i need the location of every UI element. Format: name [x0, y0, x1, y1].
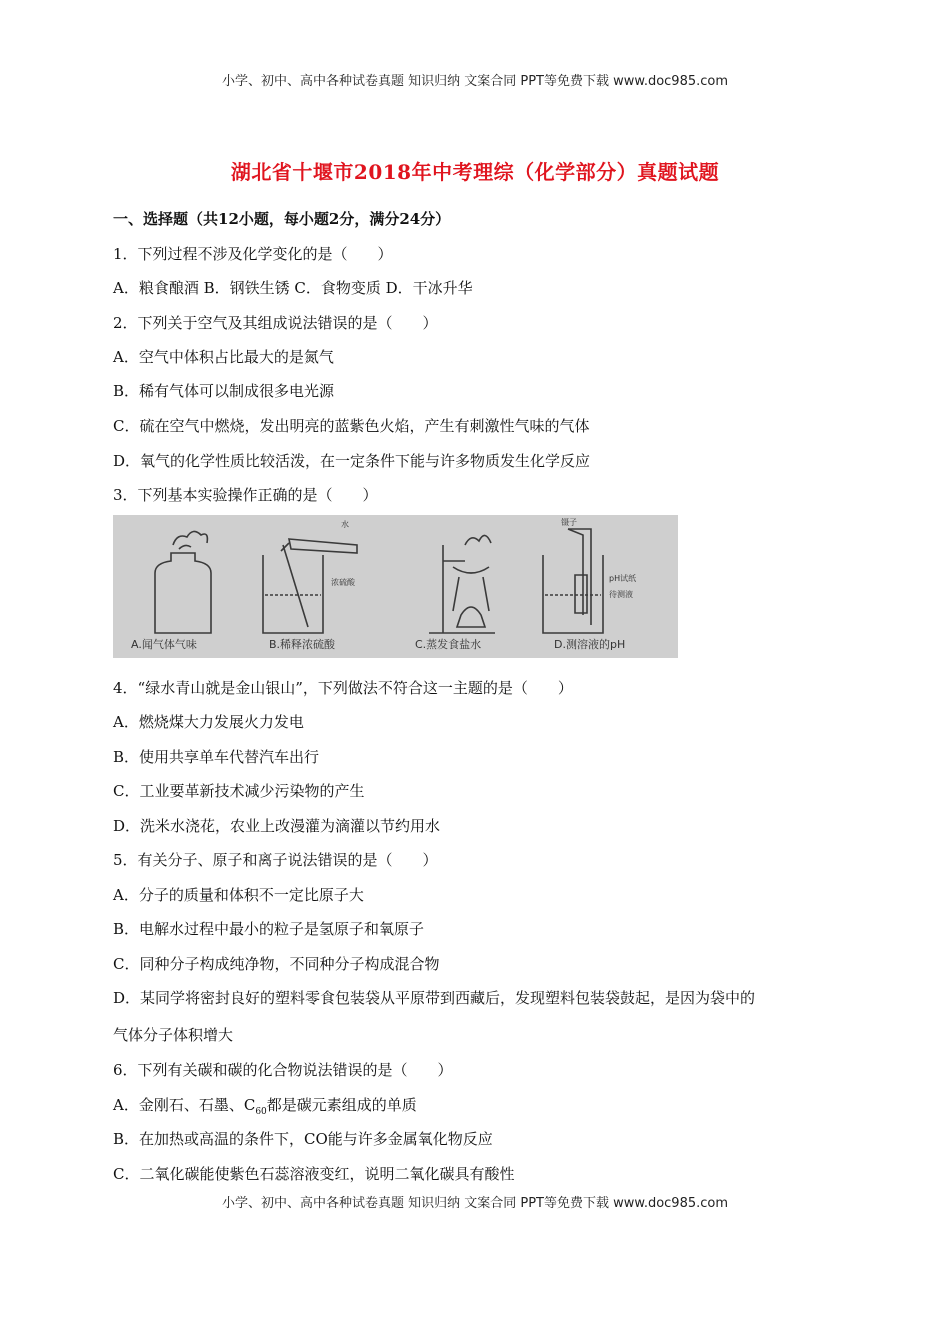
question-6-option-a [113, 1095, 417, 1122]
caption-c: C.蒸发食盐水 [415, 638, 482, 651]
question-5-option-d-line2: 气体分子体积增大 [113, 1026, 234, 1044]
question-1-stem: 1．下列过程不涉及化学变化的是（ ） [113, 245, 393, 263]
question-2-option-d: D．氧气的化学性质比较活泼，在一定条件下能与许多物质发生化学反应 [113, 452, 591, 470]
question-4-option-a: A．燃烧煤大力发展火力发电 [113, 713, 304, 731]
label-test-solution: 待测液 [609, 590, 633, 599]
question-2-option-a: A．空气中体积占比最大的是氮气 [113, 348, 334, 366]
page-title: 湖北省十堰市2018年中考理综（化学部分）真题试题 [230, 160, 720, 184]
label-ph-paper: pH试纸 [609, 574, 637, 583]
question-6-option-c: C．二氧化碳能使紫色石蕊溶液变红，说明二氧化碳具有酸性 [113, 1165, 515, 1183]
q6-a-subscript: 60 [255, 1107, 267, 1117]
q6-a-prefix: A．金刚石、石墨、C [113, 1096, 256, 1114]
label-water: 水 [341, 520, 349, 529]
q6-a-suffix: 都是碳元素组成的单质 [266, 1096, 417, 1114]
question-2-stem: 2．下列关于空气及其组成说法错误的是（ ） [113, 314, 438, 332]
question-5-option-d-line1: D．某同学将密封良好的塑料零食包装袋从平原带到西藏后，发现塑料包装袋鼓起，是因为袋中的 [113, 989, 756, 1007]
question-6-option-b: B．在加热或高温的条件下，CO能与许多金属氧化物反应 [113, 1130, 493, 1148]
question-2-option-c: C．硫在空气中燃烧，发出明亮的蓝紫色火焰，产生有刺激性气味的气体 [113, 417, 590, 435]
lab-operations-figure [113, 515, 678, 658]
question-4-option-c: C．工业要革新技术减少污染物的产生 [113, 782, 365, 800]
question-3-stem: 3．下列基本实验操作正确的是（ ） [113, 486, 378, 504]
question-6-stem: 6．下列有关碳和碳的化合物说法错误的是（ ） [113, 1061, 453, 1079]
question-2-option-b: B．稀有气体可以制成很多电光源 [113, 382, 335, 400]
caption-b: B.稀释浓硫酸 [269, 638, 336, 651]
question-4-option-b: B．使用共享单车代替汽车出行 [113, 748, 320, 766]
question-4-stem: 4．“绿水青山就是金山银山”，下列做法不符合这一主题的是（ ） [113, 679, 573, 697]
label-tweezers: 镊子 [561, 518, 577, 527]
page-footer: 小学、初中、高中各种试卷真题 知识归纳 文案合同 PPT等免费下载 www.doc985.com [221, 1196, 729, 1211]
question-5-option-b: B．电解水过程中最小的粒子是氢原子和氧原子 [113, 920, 425, 938]
question-1-options: A．粮食酿酒 B．钢铁生锈 C．食物变质 D．干冰升华 [113, 279, 473, 297]
question-5-stem: 5．有关分子、原子和离子说法错误的是（ ） [113, 851, 438, 869]
section-heading: 一、选择题（共12小题，每小题2分，满分24分） [113, 210, 451, 228]
label-concentrated-acid: 浓硫酸 [331, 578, 355, 587]
question-5-option-a: A．分子的质量和体积不一定比原子大 [113, 886, 364, 904]
question-5-option-c: C．同种分子构成纯净物，不同种分子构成混合物 [113, 955, 440, 973]
page-header: 小学、初中、高中各种试卷真题 知识归纳 文案合同 PPT等免费下载 www.doc985.com [221, 74, 729, 89]
caption-d: D.测溶液的pH [554, 638, 626, 651]
question-4-option-d: D．洗米水浇花，农业上改漫灌为滴灌以节约用水 [113, 817, 441, 835]
caption-a: A.闻气体气味 [131, 638, 197, 651]
